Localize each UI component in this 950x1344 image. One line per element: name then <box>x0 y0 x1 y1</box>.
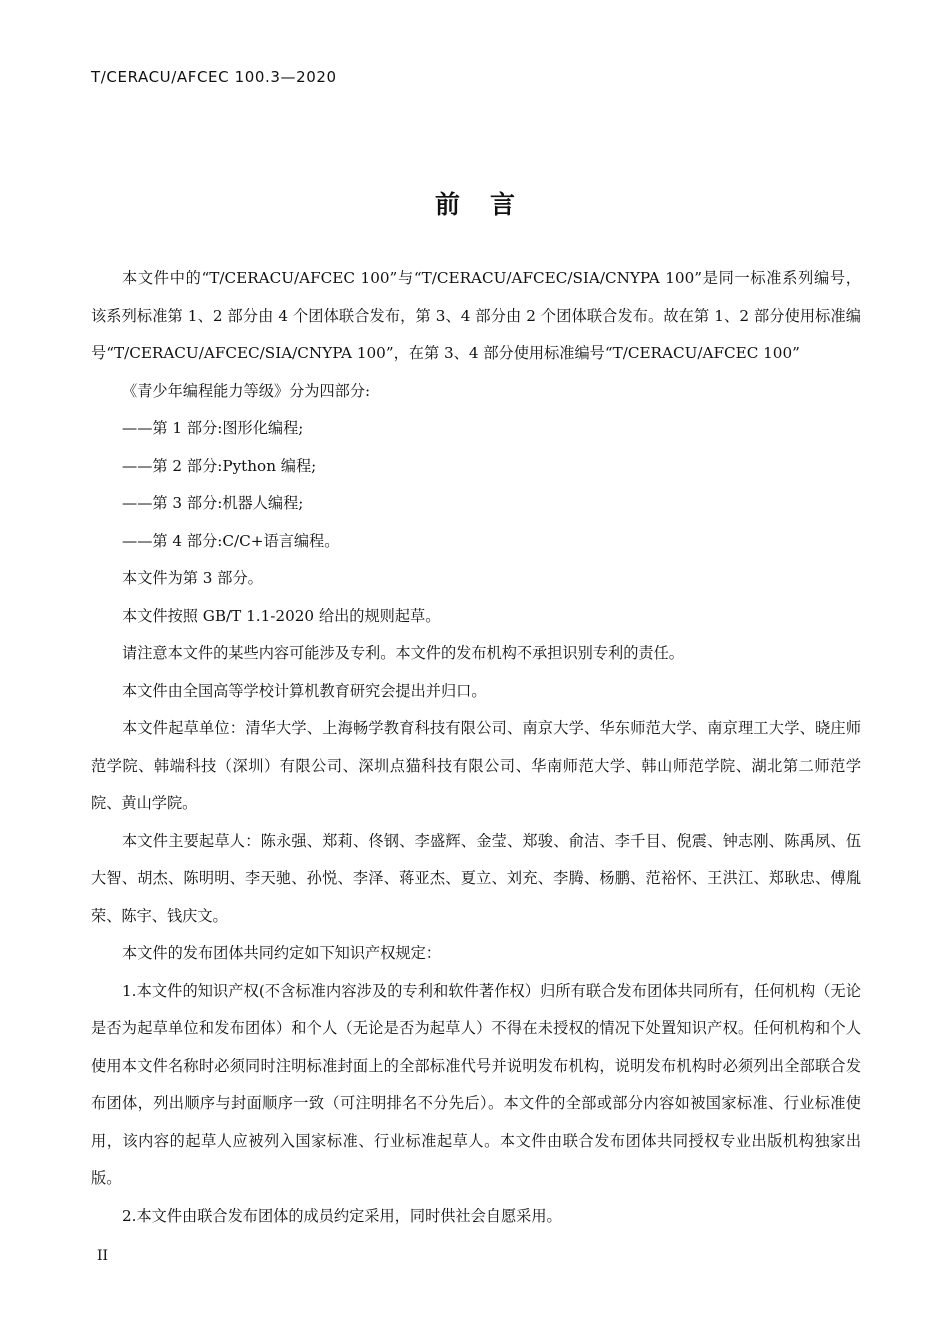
paragraph-proposer: 本文件由全国高等学校计算机教育研究会提出并归口。 <box>122 681 487 700</box>
list-item-part-3: ——第 3 部分:机器人编程; <box>122 494 304 512</box>
paragraph-parts-intro: 《青少年编程能力等级》分为四部分: <box>122 381 371 400</box>
list-item-part-2: ——第 2 部分:Python 编程; <box>122 456 317 475</box>
paragraph-series-numbering: 本文件中的“T/CERACU/AFCEC 100”与“T/CERACU/AFCEC/SIA/CNYPA 100”是同一标准系列编号，该系列标准第 1、2 部分由 4 个团体联合发布，第 3、4 部分由 2 个团体联合发布。故在第 1、2 部分使用标准编号“T/CERACU/AFCEC/SIA/CNYPA 100”，在第 3、4 部分使用标准编号“T/CERACU/AFCEC 100” <box>91 269 861 362</box>
paragraph-drafting-units: 本文件起草单位：清华大学、上海畅学教育科技有限公司、南京大学、华东师范大学、南京理工大学、晓庄师范学院、韩端科技（深圳）有限公司、深圳点猫科技有限公司、华南师范大学、韩山师范学院、湖北第二师范学院、黄山学院。 <box>91 719 861 812</box>
page-title: 前言 <box>434 190 545 219</box>
paragraph-ip-rule-1: 1.本文件的知识产权(不含标准内容涉及的专利和软件著作权）归所有联合发布团体共同所有，任何机构（无论是否为起草单位和发布团体）和个人（无论是否为起草人）不得在未授权的情况下处置知识产权。任何机构和个人使用本文件名称时必须同时注明标准封面上的全部标准代号并说明发布机构，说明发布机构时必须列出全部联合发布团体，列出顺序与封面顺序一致（可注明排名不分先后）。本文件的全部或部分内容如被国家标准、行业标准使用，该内容的起草人应被列入国家标准、行业标准起草人。本文件由联合发布团体共同授权专业出版机构独家出版。 <box>91 981 861 1187</box>
paragraph-drafters: 本文件主要起草人：陈永强、郑莉、佟钢、李盛辉、金莹、郑骏、俞洁、李千目、倪震、钟志刚、陈禹夙、伍大智、胡杰、陈明明、李天驰、孙悦、李泽、蒋亚杰、夏立、刘充、李腾、杨鹏、范裕怀、王洪江、郑耿忠、傅胤荣、陈宇、钱庆文。 <box>91 831 861 925</box>
page-number: II <box>97 1248 109 1264</box>
paragraph-ip-rule-2: 2.本文件由联合发布团体的成员约定采用，同时供社会自愿采用。 <box>122 1206 562 1225</box>
list-item-part-1: ——第 1 部分:图形化编程; <box>122 419 304 437</box>
paragraph-this-part: 本文件为第 3 部分。 <box>122 569 263 587</box>
paragraph-ip-intro: 本文件的发布团体共同约定如下知识产权规定： <box>122 944 441 962</box>
paragraph-patent-notice: 请注意本文件的某些内容可能涉及专利。本文件的发布机构不承担识别专利的责任。 <box>122 644 684 662</box>
document-body <box>91 260 861 1235</box>
document-code-header: T/CERACU/AFCEC 100.3—2020 <box>91 68 337 86</box>
paragraph-drafting-rules: 本文件按照 GB/T 1.1-2020 给出的规则起草。 <box>122 606 441 625</box>
list-item-part-4: ——第 4 部分:C/C+语言编程。 <box>122 531 340 550</box>
